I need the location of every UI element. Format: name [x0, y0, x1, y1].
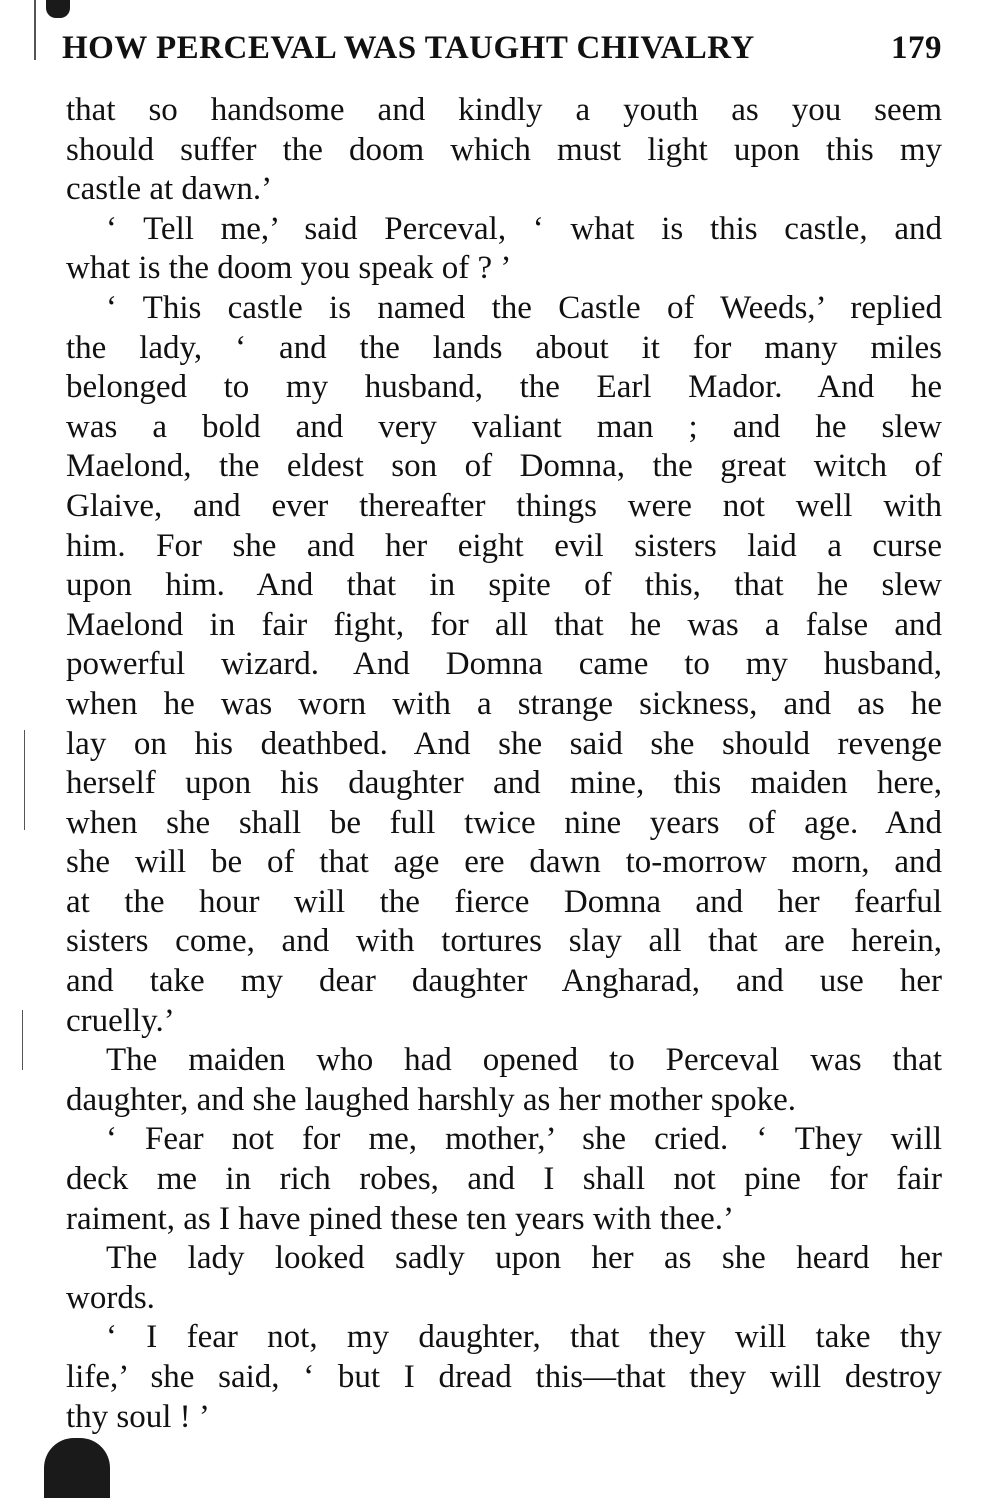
margin-scan-line-lower	[22, 1010, 23, 1070]
text-line: upon him. And that in spite of this, that he slew	[66, 567, 942, 604]
text-line: thy soul ! ’	[66, 1398, 210, 1435]
text-line: should suffer the doom which must light upon this my	[66, 131, 942, 168]
text-line: ‘ Fear not for me, mother,’ she cried. ‘ They will	[106, 1121, 942, 1158]
text-line: daughter, and she laughed harshly as her mother spoke.	[66, 1081, 796, 1118]
left-scan-edge	[34, 0, 36, 60]
text-line: deck me in rich robes, and I shall not pine for fair	[66, 1161, 942, 1198]
text-line: Glaive, and ever thereafter things were not well with	[66, 487, 942, 524]
text-line: that so handsome and kindly a youth as you seem	[66, 92, 942, 128]
page-number: 179	[891, 30, 942, 66]
text-line: The maiden who had opened to Perceval was that	[106, 1042, 942, 1079]
running-title: HOW PERCEVAL WAS TAUGHT CHIVALRY	[62, 30, 755, 66]
text-line: him. For she and her eight evil sisters laid a curse	[66, 527, 942, 564]
text-line: was a bold and very valiant man ; and he slew	[66, 408, 942, 445]
text-line: ‘ I fear not, my daughter, that they will take thy	[106, 1319, 942, 1356]
text-line: the lady, ‘ and the lands about it for many miles	[66, 329, 942, 366]
text-line: Maelond in fair fight, for all that he was a false and	[66, 606, 942, 643]
text-line: at the hour will the fierce Domna and her fearful	[66, 883, 942, 920]
text-line: and take my dear daughter Angharad, and use her	[66, 963, 942, 1000]
text-line: Maelond, the eldest son of Domna, the great witch of	[66, 448, 942, 485]
text-line: lay on his deathbed. And she said she should revenge	[66, 725, 942, 762]
text-line: sisters come, and with tortures slay all that are herein,	[66, 923, 942, 960]
text-line: life,’ she said, ‘ but I dread this—that they will destroy	[66, 1359, 942, 1395]
text-line: raiment, as I have pined these ten years with thee.’	[66, 1200, 734, 1237]
text-line: powerful wizard. And Domna came to my husband,	[66, 646, 942, 683]
text-line: when he was worn with a strange sickness, and as he	[66, 685, 942, 722]
text-line: belonged to my husband, the Earl Mador. And he	[66, 369, 942, 406]
margin-scan-line	[24, 730, 25, 830]
text-line: she will be of that age ere dawn to-morrow morn, and	[66, 844, 942, 881]
text-line: ‘ Tell me,’ said Perceval, ‘ what is this castle, and	[106, 210, 942, 247]
text-line: cruelly.’	[66, 1002, 175, 1039]
text-line: ‘ This castle is named the Castle of Weeds,’ replied	[106, 289, 942, 326]
text-line: castle at dawn.’	[66, 171, 273, 208]
text-line: herself upon his daughter and mine, this maiden here,	[66, 765, 942, 802]
text-line: when she shall be full twice nine years of age. And	[66, 804, 942, 841]
top-scan-blot	[46, 0, 70, 18]
text-line: words.	[66, 1279, 155, 1316]
text-line: what is the doom you speak of ? ’	[66, 250, 512, 287]
body-text	[66, 91, 942, 1437]
bottom-scan-blot	[44, 1438, 110, 1498]
text-line: The lady looked sadly upon her as she heard her	[106, 1240, 942, 1277]
running-head	[62, 30, 942, 76]
